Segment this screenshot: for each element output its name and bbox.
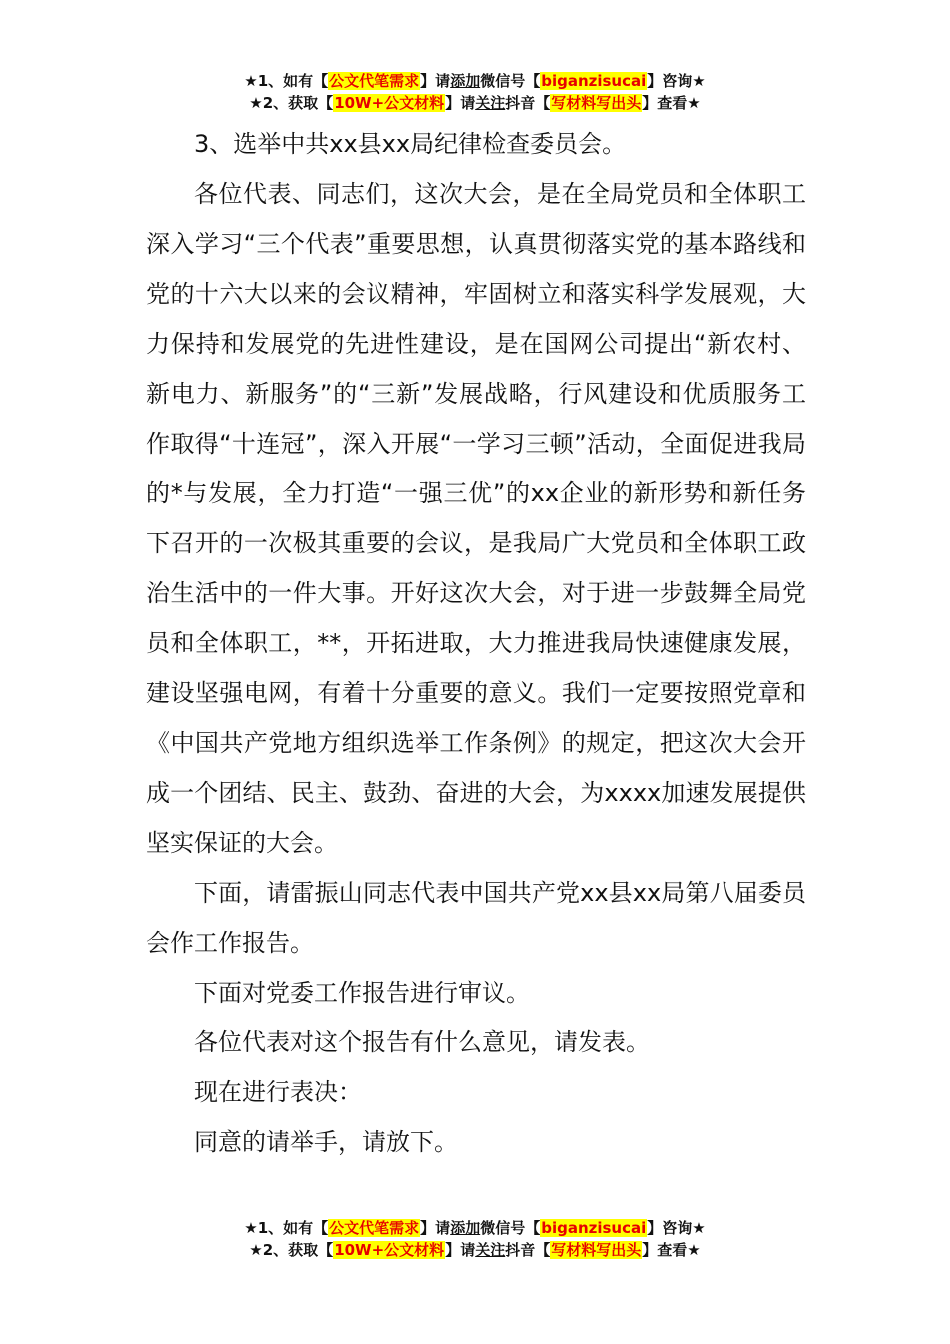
wechat-id: biganzisucai [541,72,647,90]
top-promo-banner [0,70,950,114]
paragraph: 各位代表、同志们，这次大会，是在全局党员和全体职工深入学习“三个代表”重要思想，认真贯彻落实党的基本路线和党的十六大以来的会议精神，牢固树立和落实科学发展观，大力保持和发展党的先进性建设，是在国网公司提出“新农村、新电力、新服务”的“三新”发展战略，行风建设和优质服务工作取得“十连冠”，深入开展“一学习三顿”活动，全面促进我局的*与发展，全力打造“一强三优”的xx企业的新形势和新任务下召开的一次极其重要的会议，是我局广大党员和全体职工政治生活中的一件大事。开好这次大会，对于进一步鼓舞全局党员和全体职工，**，开拓进取，大力推进我局快速健康发展，建设坚强电网，有着十分重要的意义。我们一定要按照党章和《中国共产党地方组织选举工作条例》的规定，把这次大会开成一个团结、民主、鼓劲、奋进的大会，为xxxx加速发展提供坚实保证的大会。 [146,180,806,857]
paragraph: 3、选举中共xx县xx局纪律检查委员会。 [194,130,627,158]
wechat-id: biganzisucai [541,1219,647,1237]
douyin-account: 写材料写出头 [551,94,642,112]
promo-line-1: ★1、如有【公文代笔需求】请添加微信号【biganzisucai】咨询★ [244,1219,706,1237]
paragraph: 同意的请举手，请放下。 [194,1128,458,1157]
promo-highlight: 公文代笔需求 [329,72,420,90]
paragraph: 下面，请雷振山同志代表中国共产党xx县xx局第八届委员会作工作报告。 [146,878,806,957]
douyin-account: 写材料写出头 [551,1241,642,1259]
promo-line-2: ★2、获取【10W+公文材料】请关注抖音【写材料写出头】查看★ [249,1241,701,1259]
promo-highlight: 10W+公文材料 [334,94,445,112]
bottom-promo-banner [0,1217,950,1261]
promo-highlight: 10W+公文材料 [334,1241,445,1259]
paragraph: 下面对党委工作报告进行审议。 [194,978,530,1007]
document-body [146,118,806,1168]
promo-line-2: ★2、获取【10W+公文材料】请关注抖音【写材料写出头】查看★ [249,94,701,112]
promo-line-1: ★1、如有【公文代笔需求】请添加微信号【biganzisucai】咨询★ [244,72,706,90]
promo-highlight: 公文代笔需求 [329,1219,420,1237]
paragraph: 现在进行表决： [194,1078,362,1107]
paragraph: 各位代表对这个报告有什么意见，请发表。 [194,1028,650,1057]
